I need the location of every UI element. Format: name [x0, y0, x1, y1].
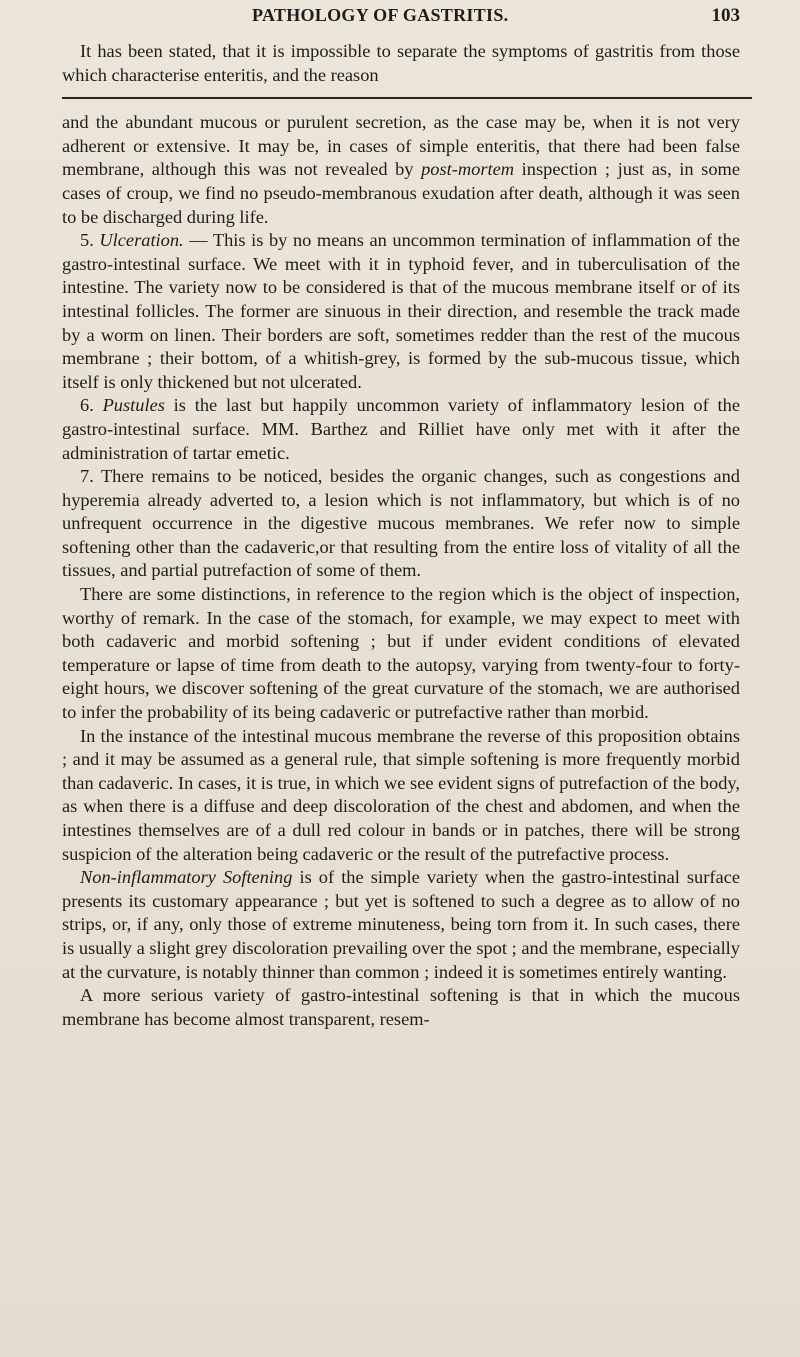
paragraph-false-membrane: [62, 111, 740, 229]
page-body: [62, 40, 740, 1031]
paragraph-non-inflammatory: [62, 866, 740, 984]
paragraph-text: inspection ; just as, in some cases of croup, we find no pseudo-membranous exudation after death, although it was seen to be discharged during life.: [62, 159, 740, 227]
paragraph-distinctions: There are some distinctions, in reference to the region which is the object of inspection, worthy of remark. In the case of the stomach, for example, we may expect to meet with both cadaveric and morbid softening ; but if under evident conditions of elevated temperature or lapse of time from death to the autopsy, varying from twenty-four to forty-eight hours, we discover softening of the great curvature of the stomach, we are authorised to infer the probability of its being cadaveric or putrefactive rather than morbid.: [62, 584, 740, 723]
paragraph-intestinal: In the instance of the intestinal mucous membrane the reverse of this proposition obtains ; and it may be assumed as a general rule, that simple softening is more frequently morbid than cadaveric. In cases, it is true, in which we see evident signs of putrefaction of the body, as when there is a diffuse and deep discoloration of the chest and abdomen, and when the intestines themselves are of a dull red colour in bands or in patches, there will be strong suspicion of the alteration being cadaveric or the result of the putrefactive process.: [62, 725, 740, 864]
italic-term: post-mortem: [421, 159, 515, 180]
paragraph-ulceration: [62, 229, 740, 394]
paragraph-serious-variety: A more serious variety of gastro-intestinal softening is that in which the mucous membrane has become almost transparent, resem-: [62, 985, 740, 1029]
paragraph-text: — This is by no means an uncommon termination of inflammation of the gastro-intestinal surface. We meet with it in typhoid fever, and in tuberculisation of the intestine. The variety now to be considered is that of the mucous membrane itself or of its intestinal follicles. The former are sinuous in their direction, and resemble the track made by a worm on linen. Their borders are soft, sometimes redder than the rest of the mucous membrane ; their bottom, of a whitish-grey, is formed by the sub-mucous tissue, which itself is only thickened but not ulcerated.: [62, 230, 740, 392]
section-heading: Ulceration.: [99, 230, 184, 251]
paragraph-text: and the abundant mucous or purulent secretion, as the case may be, when it is not very adherent or extensive. It may be, in cases of simple enteritis, that there had been false membrane, although this was not revealed by: [62, 112, 740, 180]
section-number: 6.: [80, 395, 94, 416]
intro-paragraph: It has been stated, that it is impossible to separate the symptoms of gastritis from those which characterise enteritis, and the reason: [62, 41, 740, 85]
paragraph-text: is of the simple variety when the gastro-intestinal surface presents its customary appearance ; but yet is softened to such a degree as to allow of no strips, or, if any, only those of extreme minuteness, being torn from it. In such cases, there is usually a slight grey discoloration prevailing over the spot ; and the membrane, especially at the curvature, is notably thinner than common ; indeed it is sometimes entirely wanting.: [62, 867, 740, 982]
divider-rule: [62, 97, 752, 99]
paragraph-pustules: [62, 394, 740, 465]
page-number: 103: [711, 5, 740, 26]
page-header: [62, 0, 740, 40]
paragraph-softening: 7. There remains to be noticed, besides the organic changes, such as congestions and hyperemia already adverted to, a lesion which is not inflammatory, but which is of no unfrequent occurrence in the digestive mucous membranes. We refer now to simple softening other than the cadaveric,or that resulting from the entire loss of vitality of all the tissues, and partial putrefaction of some of them.: [62, 466, 740, 581]
running-head: PATHOLOGY OF GASTRITIS.: [252, 5, 509, 25]
section-heading: Non-inflammatory Softening: [80, 867, 293, 888]
section-number: 5.: [80, 230, 94, 251]
paragraph-text: is the last but happily uncommon variety of inflammatory lesion of the gastro-intestinal surface. MM. Barthez and Rilliet have only met with it after the administration of tartar emetic.: [62, 395, 740, 463]
section-heading: Pustules: [102, 395, 165, 416]
